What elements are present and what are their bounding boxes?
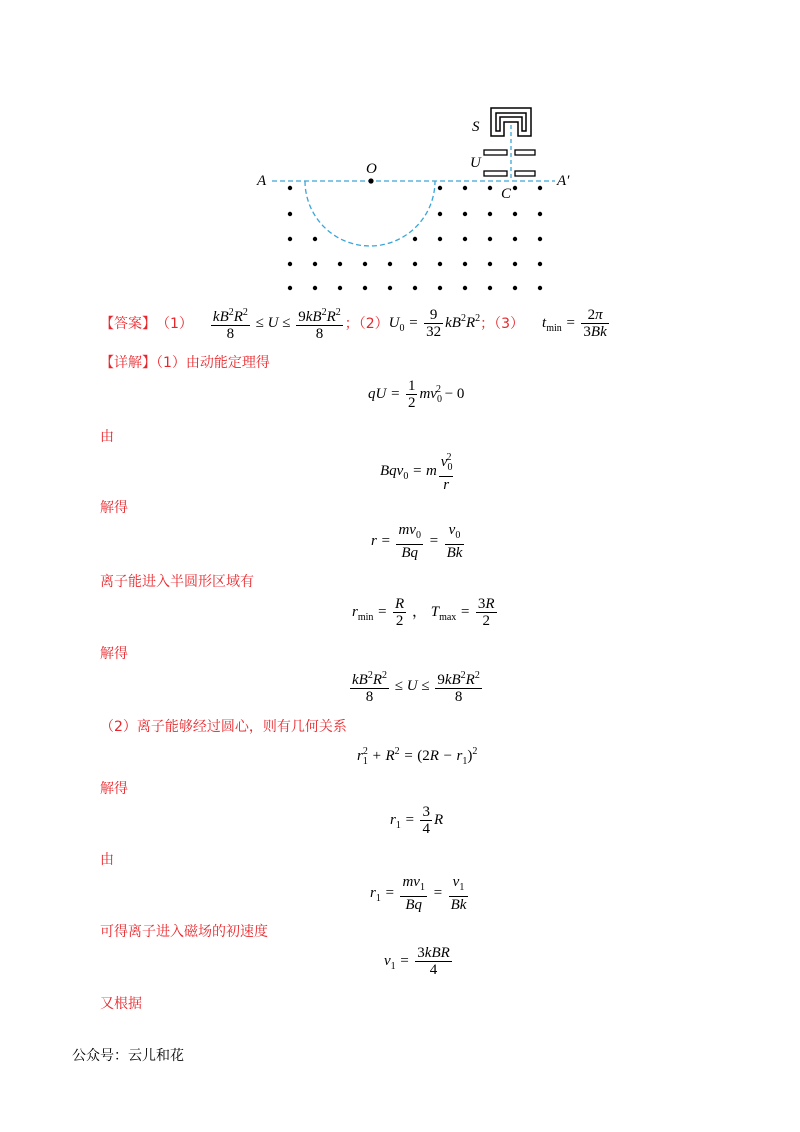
field-dot	[488, 212, 492, 216]
text-jiede-1: 解得	[100, 500, 128, 516]
eq-r1-velocity: $r_1$ = $\frac{mv_1}{Bq}$ = $\frac{v_1}{Bk}$	[370, 874, 467, 913]
text-you-1: 由	[100, 429, 114, 445]
eq-voltage-range: $\frac{kB^2R^2}{8}$ ≤ U ≤ $\frac{9kB^2R^2}{8}$	[352, 670, 480, 705]
eq-radius-range: $r_{min}$ = $\frac{R}{2}$ ， $T_{max}$ = $\frac{3R}{2}$	[352, 596, 495, 629]
answer-part3-label: ；（3）	[480, 316, 525, 332]
field-dot	[388, 262, 392, 266]
detail-part2-intro: （2）离子能够经过圆心，则有几何关系	[100, 719, 347, 735]
field-dot	[313, 262, 317, 266]
field-dot	[313, 286, 317, 290]
footer-watermark: 公众号：云儿和花	[72, 1048, 184, 1064]
field-dot	[488, 186, 492, 190]
detail-part1-intro: （1）由动能定理得	[156, 355, 270, 371]
field-dot	[463, 212, 467, 216]
answer-part1-label: （1）	[156, 316, 193, 332]
field-dot	[288, 212, 292, 216]
field-dot	[513, 262, 517, 266]
field-dot	[313, 237, 317, 241]
field-dot	[513, 286, 517, 290]
eq-lorentz: Bqv$_0$ = m $\frac{v_0^2}{r}$	[380, 452, 453, 493]
field-dot	[513, 186, 517, 190]
eq-kinetic-energy: qU = $\frac{1}{2}$ $mv_0^2 - 0$	[368, 378, 465, 411]
field-dot	[413, 262, 417, 266]
answer-formula-3: $t_{min}$ = $\frac{2\pi}{3Bk}$	[542, 306, 607, 340]
ion-source	[491, 108, 531, 136]
field-dot	[363, 286, 367, 290]
field-dot	[338, 262, 342, 266]
label-O: O	[366, 161, 377, 177]
field-dot	[463, 237, 467, 241]
field-dot	[288, 286, 292, 290]
field-dot	[363, 262, 367, 266]
text-init-speed: 可得离子进入磁场的初速度	[100, 924, 268, 940]
accelerating-plates	[484, 150, 535, 176]
answer-tag: 【答案】	[100, 316, 156, 332]
label-A: A	[257, 173, 267, 189]
field-dot	[388, 286, 392, 290]
answer-part2-label: ；（2）	[344, 316, 389, 332]
field-dot	[538, 237, 542, 241]
field-dot	[538, 186, 542, 190]
label-S: S	[472, 119, 480, 135]
field-dot	[538, 262, 542, 266]
text-you-2: 由	[100, 852, 114, 868]
field-dot	[288, 262, 292, 266]
field-dot	[438, 237, 442, 241]
text-further: 又根据	[100, 996, 142, 1012]
semicircle-arc	[305, 181, 435, 246]
field-dot	[288, 186, 292, 190]
eq-v1: $v_1$ = $\frac{\text{3kBR}}{4}$	[384, 945, 450, 978]
field-dot	[413, 286, 417, 290]
field-dot	[338, 286, 342, 290]
label-U: U	[470, 155, 481, 171]
text-jiede-2: 解得	[100, 646, 128, 662]
field-dot	[488, 262, 492, 266]
eq-geometry: $r_1^2 + R^2 = (2R - r_1)^2$	[357, 746, 478, 767]
physics-figure	[250, 95, 590, 295]
field-dot	[413, 237, 417, 241]
field-dot	[538, 212, 542, 216]
field-dot	[513, 237, 517, 241]
field-dot	[488, 237, 492, 241]
label-A-prime: A′	[557, 173, 570, 189]
field-dot	[513, 212, 517, 216]
field-dot	[288, 237, 292, 241]
field-dot	[438, 262, 442, 266]
field-dot	[438, 212, 442, 216]
field-dot	[488, 286, 492, 290]
answer-formula-1: $\frac{kB^2R^2}{8}$ ≤ U ≤ $\frac{9kB^2R^2}{8}$	[212, 306, 341, 342]
field-dot	[463, 262, 467, 266]
text-enter-semicircle: 离子能进入半圆形区域有	[100, 574, 254, 590]
field-dot	[463, 286, 467, 290]
detail-line-1	[100, 352, 270, 372]
eq-r1: $r_1$ = $\frac{3}{4}$ R	[390, 804, 444, 837]
label-C: C	[501, 186, 512, 202]
answer-formula-2: $U_0$ = $\frac{9}{32}$ $kB^2R^2$	[388, 306, 481, 340]
field-dot	[438, 186, 442, 190]
detail-tag: 【详解】	[100, 355, 156, 371]
text-jiede-3: 解得	[100, 781, 128, 797]
center-point	[368, 178, 373, 183]
field-dot	[538, 286, 542, 290]
field-dot	[438, 286, 442, 290]
figure-svg	[250, 95, 590, 295]
field-dot	[463, 186, 467, 190]
eq-radius: r = $\frac{mv_0}{Bq}$ = $\frac{v_0}{Bk}$	[371, 522, 463, 561]
answer-line	[100, 303, 700, 343]
